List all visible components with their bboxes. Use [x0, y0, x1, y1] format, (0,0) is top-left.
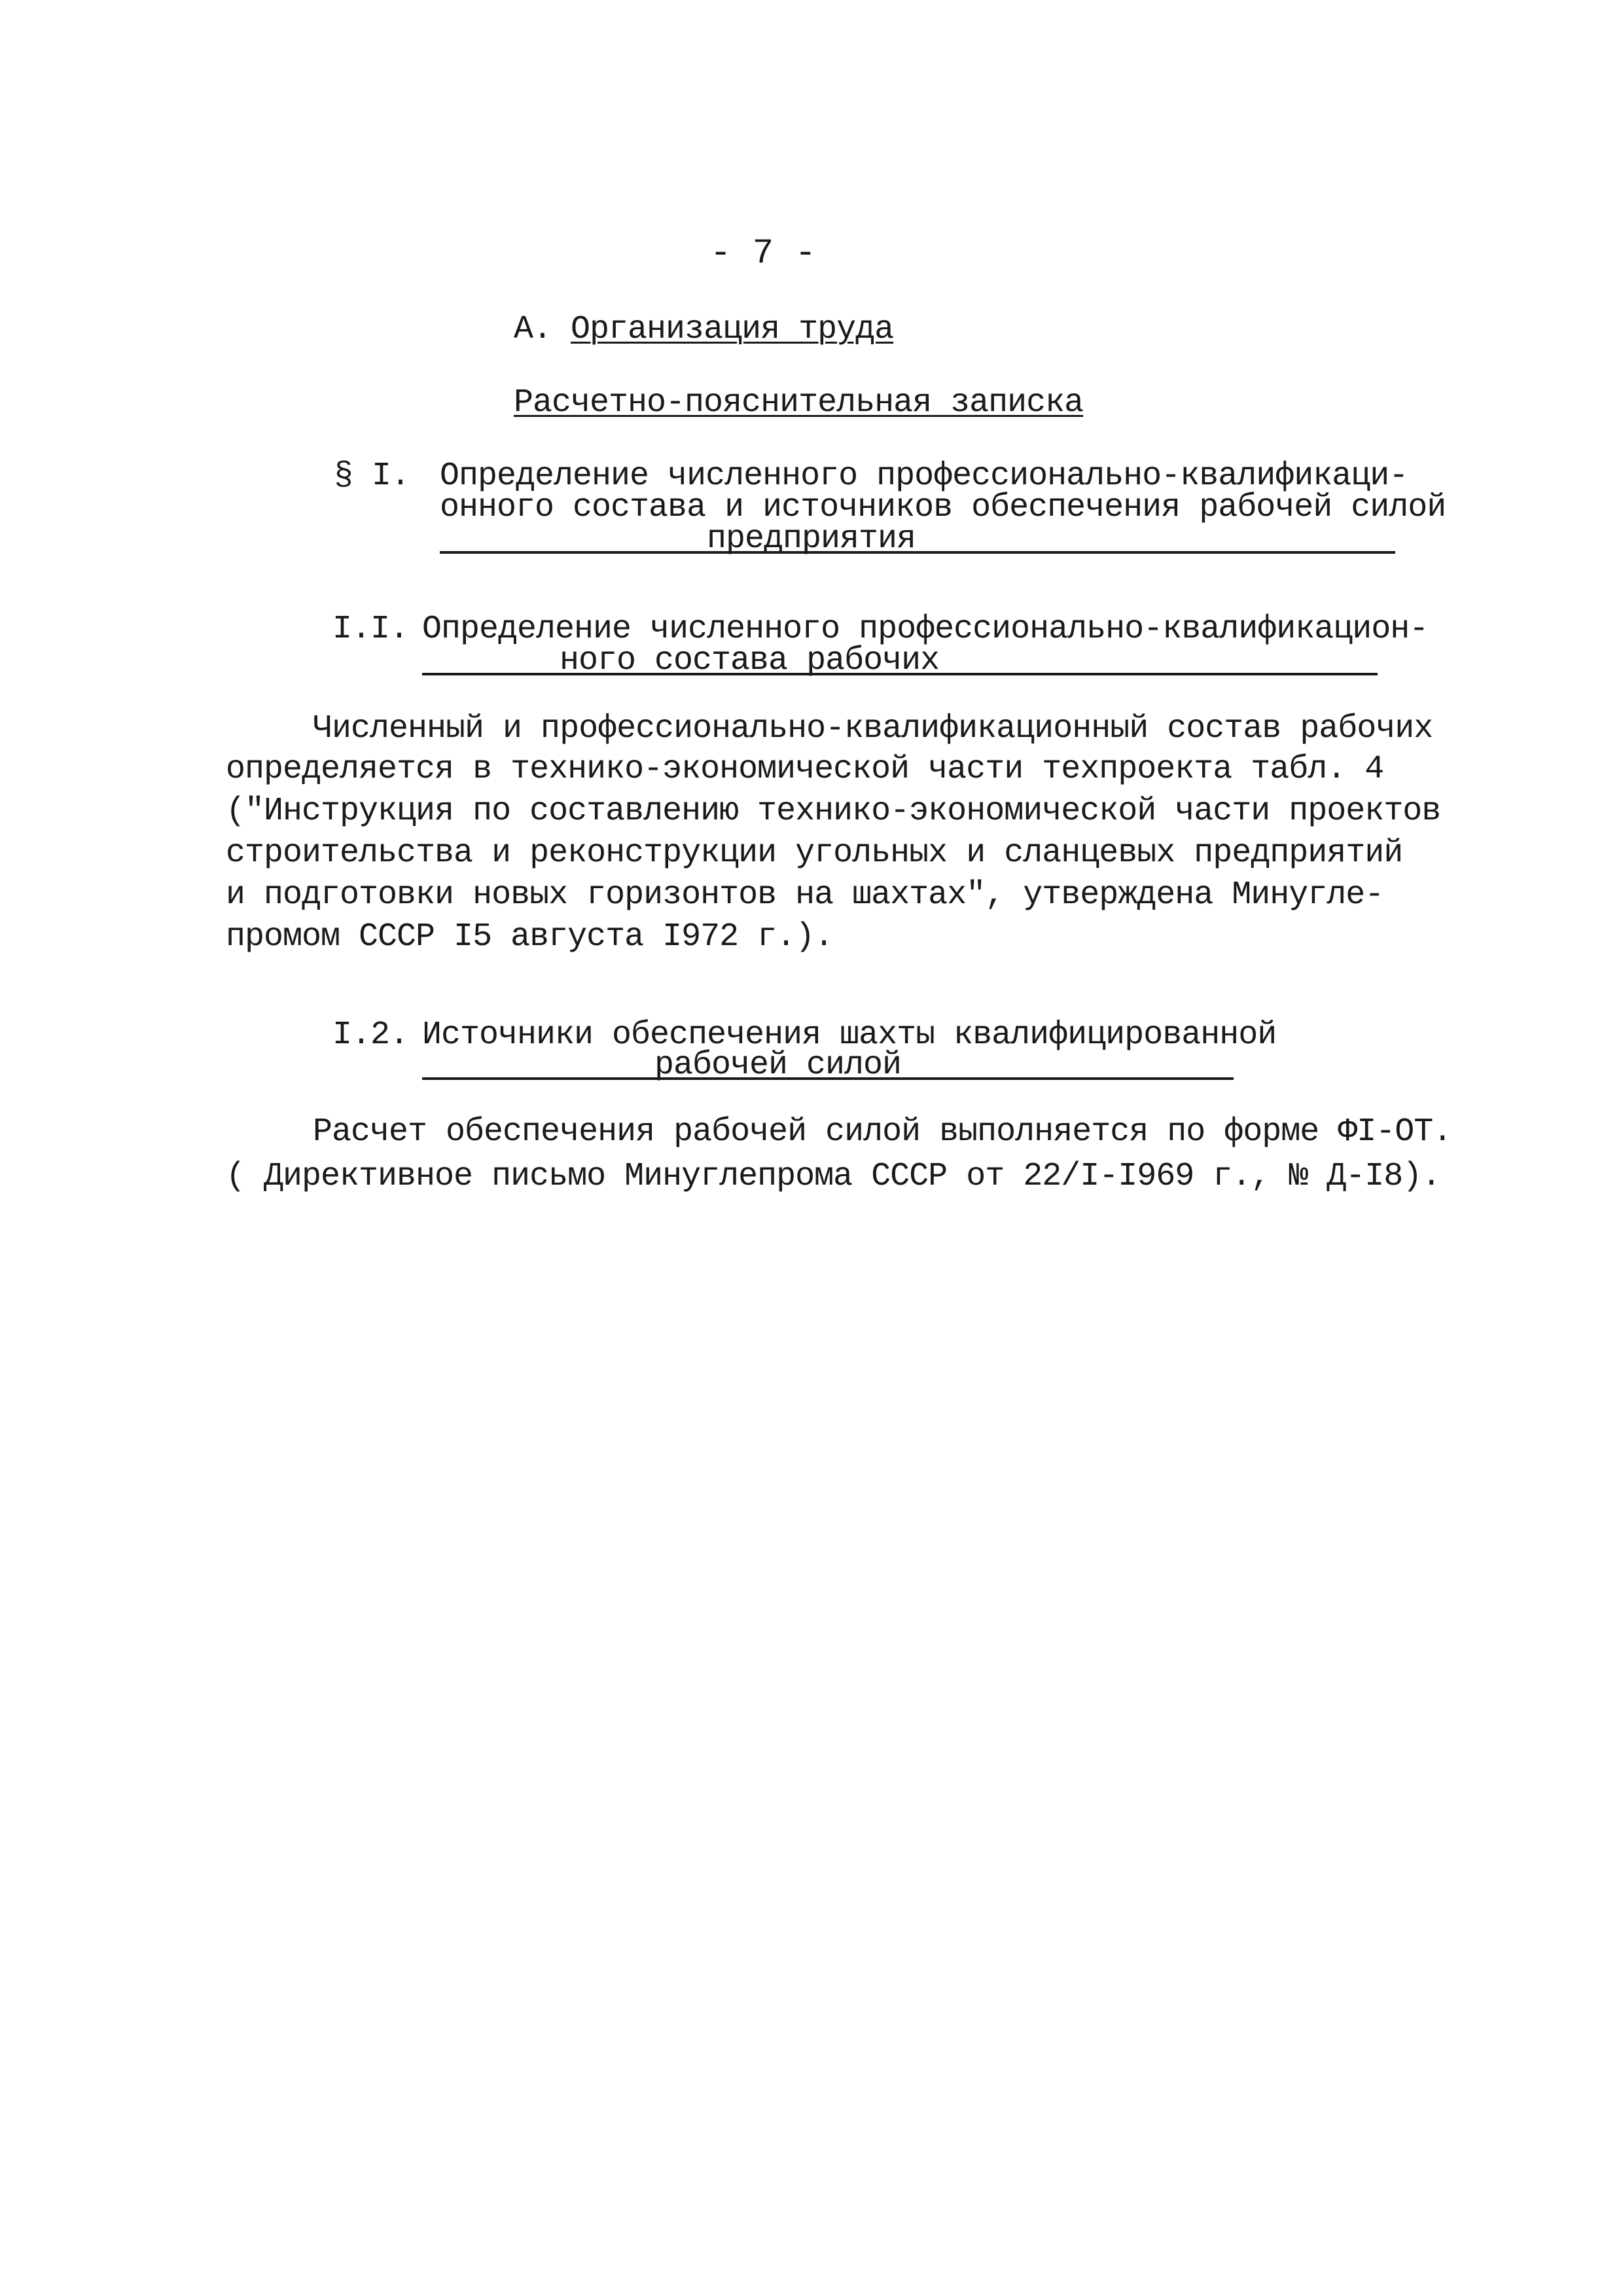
sub11-number: I.I. [332, 611, 409, 648]
body2-line1: Расчет обеспечения рабочей силой выполняется по форме ФI-ОТ. [313, 1113, 1452, 1151]
para1-number: § I. [334, 457, 410, 495]
body2-line2: ( Директивное письмо Минуглепрома СССР от 22/I-I969 г., № Д-I8). [226, 1158, 1441, 1195]
body1-line3: ("Инструкция по составлению технико-экономической части проектов [226, 793, 1441, 830]
para1-heading-line3: предприятия [707, 520, 916, 558]
sub12-underline-rule [422, 1077, 1234, 1080]
para1-underline-rule [440, 551, 1395, 554]
section-a-heading [514, 312, 893, 348]
body1-line6: промом СССР I5 августа I972 г.). [226, 918, 834, 956]
para1-heading-line1: Определение численного профессионально-квалификаци- [440, 457, 1408, 495]
sub12-heading-line1: Источники обеспечения шахты квалифицированной [422, 1016, 1277, 1054]
page-number: - 7 - [710, 234, 817, 274]
body1-line2: определяется в технико-экономической части техпроекта табл. 4 [226, 751, 1384, 788]
sub12-number: I.2. [332, 1016, 409, 1054]
sub12-heading-line2: рабочей силой [654, 1047, 902, 1084]
sub11-heading-line1: Определение численного профессионально-квалификацион- [422, 611, 1429, 648]
para1-heading-line2: онного состава и источников обеспечения рабочей силой [440, 489, 1446, 526]
section-a-letter: А. [514, 311, 552, 348]
body1-line4: строительства и реконструкции угольных и сланцевых предприятий [226, 834, 1403, 872]
section-a-title: Организация труда [571, 311, 894, 348]
sub11-heading-line2: ного состава рабочих [560, 642, 940, 679]
note-title: Расчетно-пояснительная записка [514, 384, 1084, 422]
body1-line5: и подготовки новых горизонтов на шахтах", утверждена Минугле- [226, 876, 1384, 914]
sub11-underline-rule [422, 673, 1378, 675]
body1-line1: Численный и профессионально-квалификационный состав рабочих [313, 710, 1433, 747]
